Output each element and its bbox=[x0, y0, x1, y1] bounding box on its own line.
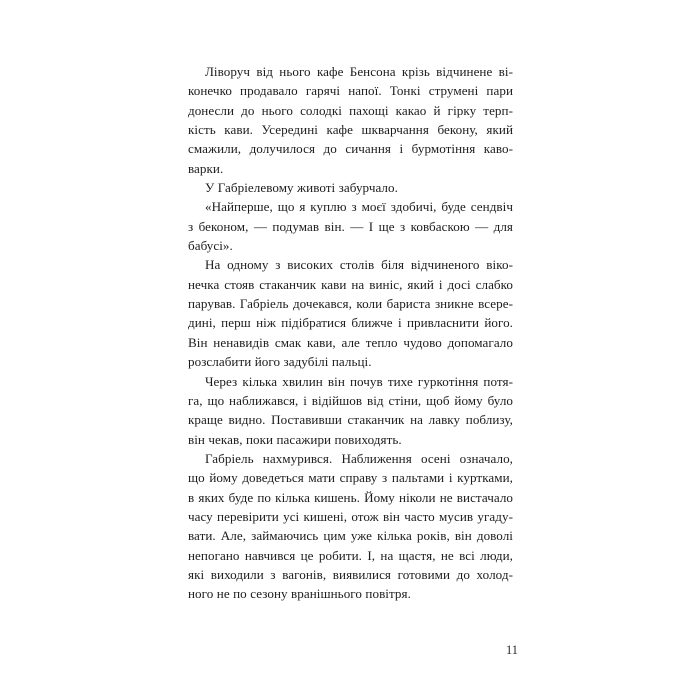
paragraph-3 bbox=[188, 197, 513, 255]
text-line: У Габріелевому животі забурчало. bbox=[205, 180, 398, 196]
text-line: з беконом, — подумав він. — І ще з ковбаскою — для bbox=[188, 218, 513, 234]
text-line: краще видно. Поставивши стаканчик на лавку поблизу, bbox=[188, 412, 513, 428]
text-line: кість кави. Усередині кафе шкварчання бекону, який bbox=[188, 122, 513, 138]
text-line: бабусі». bbox=[188, 238, 233, 254]
text-line: нечка стояв стаканчик кави на виніс, який і досі слабко bbox=[188, 276, 513, 292]
text-line: Через кілька хвилин він почув тихе гуркотіння потя- bbox=[205, 373, 513, 389]
text-line: донесли до нього солодкі пахощі какао й гірку терп- bbox=[188, 102, 513, 118]
text-line: Ліворуч від нього кафе Бенсона крізь відчинене ві- bbox=[205, 64, 513, 79]
text-line: смажили, долучилося до сичання і бурмотіння каво- bbox=[188, 141, 513, 157]
paragraph-4 bbox=[188, 255, 513, 371]
text-line: вати. Але, займаючись цим уже кілька років, він доволі bbox=[188, 528, 513, 544]
text-line: Габріель нахмурився. Наближення осені означало, bbox=[205, 450, 513, 466]
text-line: часу перевірити усі кишені, отож він часто мусив угаду- bbox=[188, 508, 513, 524]
text-line: га, що наближався, і відійшов від стіни, щоб йому було bbox=[188, 392, 513, 408]
text-line: На одному з високих столів біля відчиненого віко- bbox=[205, 257, 513, 273]
text-line: які виходили з вагонів, виявилися готовими до холод- bbox=[188, 566, 513, 582]
text-line: розслабити його задубілі пальці. bbox=[188, 354, 372, 370]
text-line: варки. bbox=[188, 160, 224, 176]
text-line: Він ненавидів смак кави, але тепло чудово допомагало bbox=[188, 334, 513, 350]
text-line: ного не по сезону вранішнього повітря. bbox=[188, 586, 411, 602]
page-number: 11 bbox=[506, 643, 518, 657]
text-line: він чекав, поки пасажири повиходять. bbox=[188, 431, 402, 447]
text-line: «Найперше, що я куплю з моєї здобичі, буде сендвіч bbox=[205, 199, 513, 215]
text-line: що йому доведеться мати справу з пальтами і куртками, bbox=[188, 470, 513, 486]
text-line: дині, перш ніж підібратися ближче і привласнити його. bbox=[188, 315, 513, 331]
text-line: парував. Габріель дочекався, коли бариста зникне всере- bbox=[188, 296, 513, 312]
paragraph-2 bbox=[188, 178, 513, 197]
page-text-block bbox=[188, 62, 513, 604]
paragraph-5 bbox=[188, 372, 513, 449]
text-line: в яких буде по кілька кишень. Йому ніколи не вистачало bbox=[188, 489, 513, 505]
paragraph-1 bbox=[188, 62, 513, 178]
text-line: конечко продавало гарячі напої. Тонкі струмені пари bbox=[188, 83, 513, 99]
paragraph-6 bbox=[188, 449, 513, 604]
text-line: непогано навчився це робити. І, на щастя, не всі люди, bbox=[188, 547, 513, 563]
